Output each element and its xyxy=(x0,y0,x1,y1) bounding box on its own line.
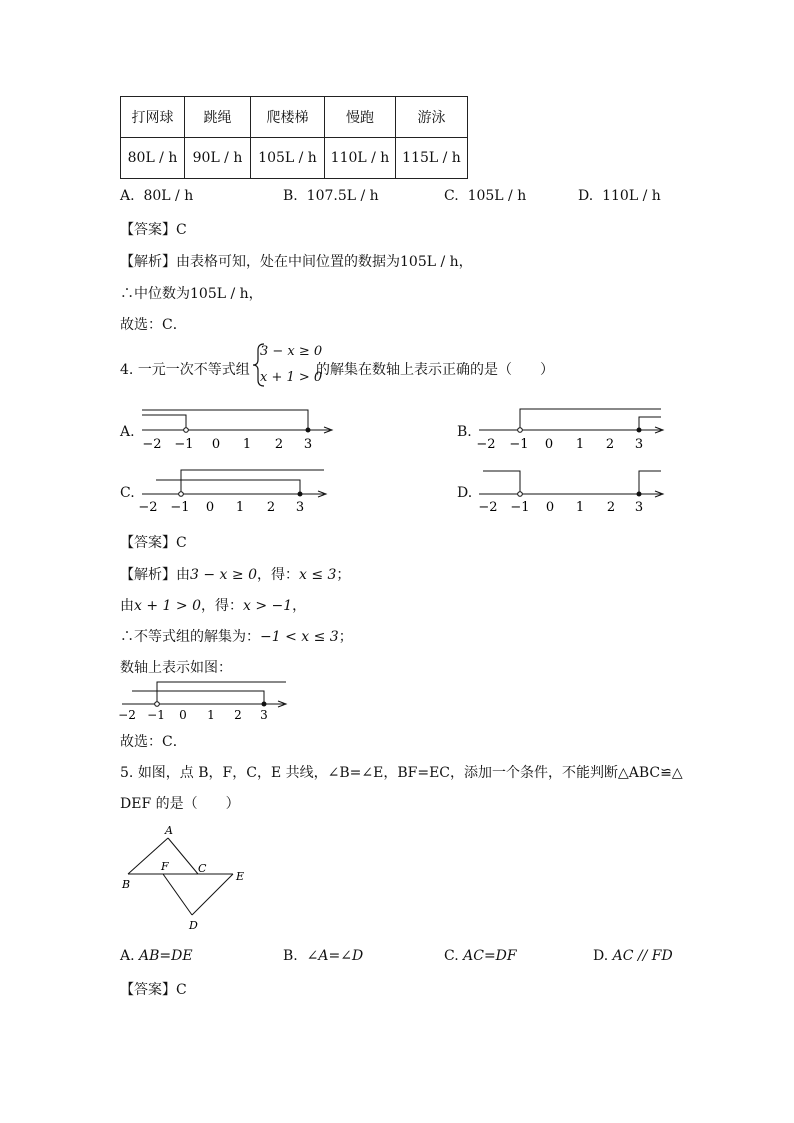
segment-de xyxy=(192,874,233,915)
tick-label: 1 xyxy=(235,500,245,515)
point-label-e: E xyxy=(236,870,245,883)
point-label-c: C xyxy=(198,862,207,875)
q4-analysis-line-2 xyxy=(120,595,306,615)
solution-ray-left xyxy=(142,415,186,430)
analysis-text: 由 xyxy=(120,598,134,614)
tick-label: −2 xyxy=(476,437,496,452)
tick-label: 3 xyxy=(303,437,313,452)
option-text: ∠A=∠D xyxy=(306,948,364,964)
inequality-1: 3 − x ≥ 0 xyxy=(260,344,323,359)
answer-value: C xyxy=(176,222,187,238)
number-line-option-b xyxy=(475,402,667,454)
analysis-text: ； xyxy=(338,629,353,645)
option-label: D. xyxy=(593,948,609,964)
answer-tag: 【答案】 xyxy=(120,535,176,551)
tick-label: 2 xyxy=(234,708,242,722)
solution-ray-right xyxy=(520,409,661,430)
q5-option-d xyxy=(593,948,673,964)
tick-label: 3 xyxy=(295,500,305,515)
table-cell: 110L / h xyxy=(325,138,396,179)
option-label: D. xyxy=(578,188,594,204)
q3-answer xyxy=(120,219,187,239)
answer-tag: 【答案】 xyxy=(120,982,176,998)
q4-analysis-line-1 xyxy=(120,564,350,584)
answer-value: C xyxy=(176,982,187,998)
tick-label: −1 xyxy=(509,437,529,452)
tick-label: 1 xyxy=(242,437,252,452)
q3-option-b xyxy=(283,188,379,204)
open-dot xyxy=(184,428,189,433)
segment-ac xyxy=(168,838,198,874)
table-cell: 105L / h xyxy=(251,138,325,179)
stem-text: 一元一次不等式组 xyxy=(137,362,250,378)
table-row xyxy=(121,138,468,179)
closed-dot xyxy=(306,428,311,433)
open-dot xyxy=(155,702,160,707)
answer-value: C xyxy=(176,535,187,551)
tick-label: 1 xyxy=(207,708,215,722)
analysis-tag: 【解析】 xyxy=(120,567,176,583)
tick-label: 3 xyxy=(260,708,268,722)
q4-option-label-a: A. xyxy=(120,424,135,440)
segment-fd xyxy=(163,874,192,915)
tick-label: 3 xyxy=(634,500,644,515)
option-text: AB=DE xyxy=(139,948,193,964)
solution-ray-right xyxy=(157,682,286,704)
table-header-row xyxy=(121,97,468,138)
analysis-text: ，得： xyxy=(200,598,243,614)
q3-option-a xyxy=(120,188,193,204)
tick-label: −2 xyxy=(138,500,158,515)
closed-dot xyxy=(637,428,642,433)
q5-stem-line-2: DEF 的是（ ） xyxy=(120,796,240,812)
q3-analysis-line: ∴中位数为105L / h， xyxy=(120,286,263,302)
closed-dot xyxy=(298,492,303,497)
q3-option-d xyxy=(578,188,661,204)
tick-label: 0 xyxy=(211,437,221,452)
math-expression: x + 1 > 0 xyxy=(134,598,201,614)
table-header-cell: 慢跑 xyxy=(325,97,396,138)
q4-analysis-line-3 xyxy=(120,626,353,646)
tick-label: −2 xyxy=(142,437,162,452)
option-text: AC // FD xyxy=(612,948,673,964)
tick-label: −2 xyxy=(118,708,136,722)
tick-label: −1 xyxy=(170,500,190,515)
analysis-text: ， xyxy=(292,598,307,614)
table-cell: 115L / h xyxy=(396,138,468,179)
option-text: 110L / h xyxy=(602,188,661,204)
number-line-option-a xyxy=(138,402,338,454)
analysis-tag: 【解析】 xyxy=(120,254,176,270)
tick-label: 2 xyxy=(606,500,616,515)
open-dot xyxy=(518,428,523,433)
answer-tag: 【答案】 xyxy=(120,222,176,238)
tick-label: 0 xyxy=(205,500,215,515)
table-header-cell: 打网球 xyxy=(121,97,185,138)
tick-label: 3 xyxy=(634,437,644,452)
q5-option-b xyxy=(283,948,363,964)
analysis-text: 由 xyxy=(176,567,190,583)
tick-label: −1 xyxy=(174,437,194,452)
analysis-text: ∴不等式组的解集为： xyxy=(120,629,260,645)
solution-ray-left xyxy=(132,691,264,704)
number-line-option-d xyxy=(475,464,667,516)
math-expression: 3 − x ≥ 0 xyxy=(190,567,257,583)
option-text: 105L / h xyxy=(467,188,527,204)
option-text: 80L / h xyxy=(143,188,194,204)
math-expression: x > −1 xyxy=(242,598,293,614)
solution-ray-left xyxy=(483,471,520,494)
table-header-cell: 爬楼梯 xyxy=(251,97,325,138)
table-header-cell: 游泳 xyxy=(396,97,468,138)
q4-option-label-b: B. xyxy=(457,424,472,440)
q5-answer xyxy=(120,979,187,999)
tick-label: 1 xyxy=(575,500,585,515)
solution-ray-right xyxy=(639,471,661,494)
tick-label: 2 xyxy=(605,437,615,452)
math-expression: −1 < x ≤ 3 xyxy=(260,629,339,645)
point-label-d: D xyxy=(189,919,198,932)
number-line-option-c xyxy=(138,464,338,516)
solution-ray-right xyxy=(181,470,324,494)
table-header-cell: 跳绳 xyxy=(185,97,251,138)
q3-analysis xyxy=(120,251,473,271)
analysis-text: ，得： xyxy=(256,567,299,583)
tick-label: 2 xyxy=(266,500,276,515)
tick-label: 0 xyxy=(545,500,555,515)
option-label: B. xyxy=(283,948,298,964)
open-dot xyxy=(179,492,184,497)
q4-answer xyxy=(120,532,187,552)
point-label-b: B xyxy=(122,878,131,891)
q3-option-c xyxy=(444,188,526,204)
tick-label: −1 xyxy=(510,500,530,515)
open-dot xyxy=(518,492,523,497)
question-number: 5. xyxy=(120,765,134,781)
stem-text-suffix: 的解集在数轴上表示正确的是（ ） xyxy=(316,362,554,378)
math-expression: x ≤ 3 xyxy=(298,567,337,583)
stem-text: 如图，点 B，F，C，E 共线，∠B=∠E，BF=EC，添加一个条件，不能判断△ABC≌△ xyxy=(137,765,683,781)
q4-conclusion: 故选：C． xyxy=(120,734,187,750)
q5-stem-line-1 xyxy=(120,762,683,782)
rate-table xyxy=(120,96,468,179)
geometry-figure xyxy=(118,822,253,934)
solution-ray-left xyxy=(156,480,300,494)
point-label-a: A xyxy=(165,824,173,837)
option-label: B. xyxy=(283,188,298,204)
q5-option-a xyxy=(120,948,193,964)
table-cell: 90L / h xyxy=(185,138,251,179)
tick-label: −2 xyxy=(478,500,498,515)
question-number: 4. xyxy=(120,362,134,378)
tick-label: −1 xyxy=(147,708,165,722)
q4-option-label-c: C. xyxy=(120,485,135,501)
q4-analysis-line-4: 数轴上表示如图： xyxy=(120,660,232,676)
q5-option-c xyxy=(444,948,517,964)
solution-ray-left xyxy=(142,410,308,430)
analysis-text: 由表格可知，处在中间位置的数据为105L / h， xyxy=(176,254,473,270)
option-text: 107.5L / h xyxy=(306,188,379,204)
tick-label: 0 xyxy=(179,708,187,722)
inequality-2: x + 1 > 0 xyxy=(260,370,323,385)
q4-option-label-d: D. xyxy=(457,485,473,501)
option-label: C. xyxy=(444,188,459,204)
closed-dot xyxy=(262,702,267,707)
point-label-f: F xyxy=(161,860,169,873)
analysis-text: ； xyxy=(336,567,351,583)
tick-label: 1 xyxy=(575,437,585,452)
number-line-solution xyxy=(118,674,293,722)
option-text: AC=DF xyxy=(463,948,517,964)
table-cell: 80L / h xyxy=(121,138,185,179)
option-label: A. xyxy=(120,948,135,964)
q4-stem xyxy=(120,359,250,379)
tick-label: 0 xyxy=(544,437,554,452)
closed-dot xyxy=(637,492,642,497)
q3-conclusion: 故选：C． xyxy=(120,317,187,333)
tick-label: 2 xyxy=(274,437,284,452)
option-label: A. xyxy=(120,188,135,204)
option-label: C. xyxy=(444,948,459,964)
